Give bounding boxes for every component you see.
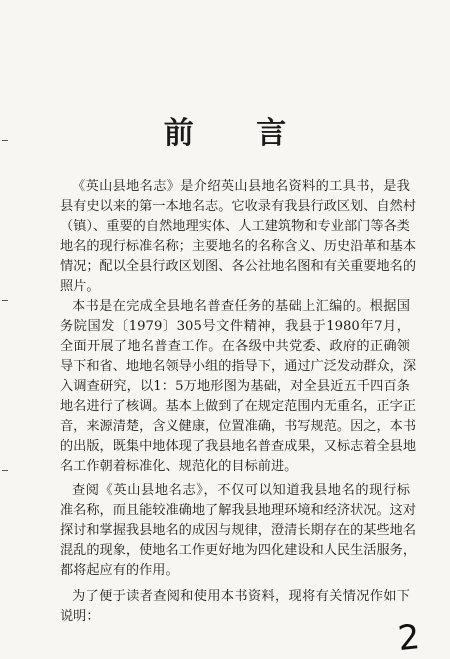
paragraph-line: 准名称，而且能较准确地了解我县地理环境和经济状况。这对 [60, 503, 417, 518]
paragraph-line: 本书是在完成全县地名普查任务的基础上汇编的。根据国 [72, 299, 410, 314]
paragraph-line: 地名的现行标准名称；主要地名的名称含义、历史沿革和基本 [60, 239, 417, 254]
paragraph-line: 探讨和掌握我县地名的成因与规律，澄清长期存在的某些地名 [60, 523, 417, 538]
binding-mark [2, 140, 8, 141]
paragraph-line: 照片。 [60, 279, 100, 294]
paragraph-line: 情况；配以全县行政区划图、各公社地名图和有关重要地名的 [60, 259, 417, 274]
paragraph-line: 县有史以来的第一本地名志。它收录有我县行政区划、自然村 [60, 199, 417, 214]
paragraph-line: 入调查研究，以1：5万地形图为基础，对全县近五千四百条 [60, 379, 410, 394]
binding-mark [2, 300, 8, 301]
paragraph-line: 导下和省、地地名领导小组的指导下，通过广泛发动群众，深 [60, 359, 417, 374]
paragraph-line: （镇）、重要的自然地理实体、人工建筑物和专业部门等各类 [60, 219, 410, 234]
paragraph-line: 《英山县地名志》是介绍英山县地名资料的工具书，是我 [72, 179, 410, 194]
paragraph-line: 音，来源清楚，含义健康，位置准确，书写规范。因之，本书 [60, 419, 417, 434]
paragraph-line: 说明： [60, 609, 100, 624]
paragraph-line: 查阅《英山县地名志》，不仅可以知道我县地名的现行标 [72, 483, 410, 498]
paragraph-line: 的出版，既集中地体现了我县地名普查成果，又标志着全县地 [60, 439, 417, 454]
page-title: 前 言 [163, 116, 313, 151]
page-number: 2 [395, 616, 422, 659]
paragraph-line: 务院国发〔1979〕305号文件精神，我县于1980年7月， [60, 319, 410, 334]
paragraph-line: 都将起应有的作用。 [60, 563, 179, 578]
paragraph-line: 混乱的现象，使地名工作更好地为四化建设和人民生活服务， [60, 543, 417, 558]
paragraph-line: 名工作朝着标准化、规范化的目标前进。 [60, 459, 298, 474]
paragraph-line: 全面开展了地名普查工作。在各级中共党委、政府的正确领 [60, 339, 410, 354]
paragraph-line: 地名进行了核调。基本上做到了在规定范围内无重名，正字正 [60, 399, 417, 414]
binding-mark [2, 470, 8, 471]
paragraph-line: 为了便于读者查阅和使用本书资料，现将有关情况作如下 [72, 589, 410, 604]
